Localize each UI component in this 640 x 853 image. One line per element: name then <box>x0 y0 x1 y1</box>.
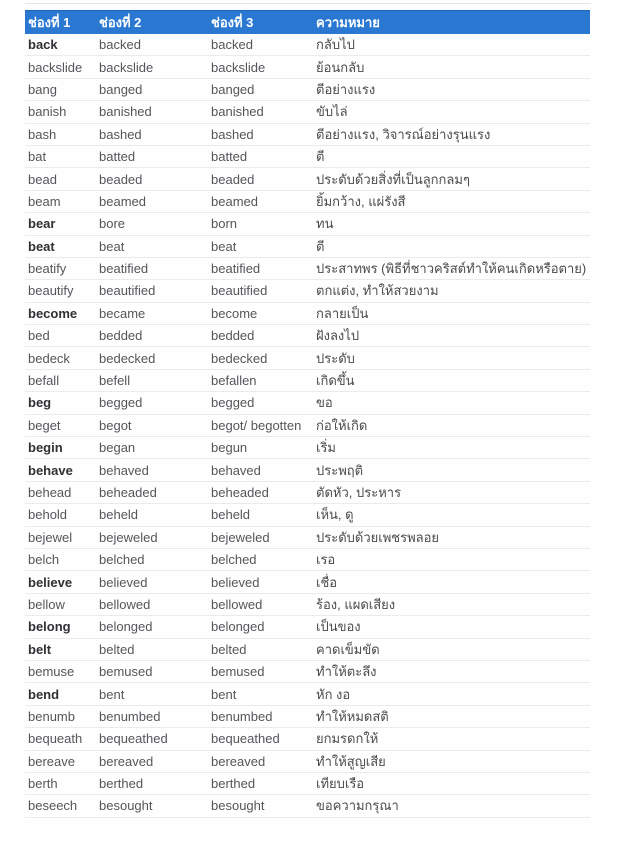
verb-form2-cell: besought <box>96 795 208 817</box>
table-row <box>25 683 590 705</box>
verb-form3-cell: bedecked <box>208 347 313 369</box>
table-row <box>25 280 590 302</box>
verb-form1-cell: beautify <box>25 280 96 302</box>
meaning-cell: ทำให้หมดสติ <box>313 705 590 727</box>
verb-form2-cell: beheaded <box>96 481 208 503</box>
verb-form2-cell: beautified <box>96 280 208 302</box>
verb-form2-cell: berthed <box>96 772 208 794</box>
meaning-cell: ยิ้มกว้าง, แผ่รังสี <box>313 190 590 212</box>
irregular-verb-table <box>25 10 590 818</box>
table-row <box>25 481 590 503</box>
meaning-cell: ประดับด้วยสิ่งที่เป็นลูกกลมๆ <box>313 168 590 190</box>
verb-form1-cell: beat <box>25 235 96 257</box>
verb-form3-cell: banished <box>208 101 313 123</box>
table-row <box>25 369 590 391</box>
meaning-cell: กลับไป <box>313 34 590 56</box>
table-row <box>25 459 590 481</box>
verb-form3-cell: bellowed <box>208 593 313 615</box>
verb-form3-cell: behaved <box>208 459 313 481</box>
table-row <box>25 168 590 190</box>
verb-form2-cell: beatified <box>96 257 208 279</box>
table-row <box>25 504 590 526</box>
verb-form2-cell: bellowed <box>96 593 208 615</box>
verb-form3-cell: beheaded <box>208 481 313 503</box>
table-row <box>25 56 590 78</box>
verb-form2-cell: batted <box>96 145 208 167</box>
meaning-cell: กลายเป็น <box>313 302 590 324</box>
table-row <box>25 257 590 279</box>
verb-form3-cell: bereaved <box>208 750 313 772</box>
table-row <box>25 526 590 548</box>
meaning-cell: เห็น, ดู <box>313 504 590 526</box>
meaning-cell: เป็นของ <box>313 616 590 638</box>
table-header-row <box>25 11 590 34</box>
verb-form3-cell: backslide <box>208 56 313 78</box>
table-row <box>25 772 590 794</box>
verb-form1-cell: behold <box>25 504 96 526</box>
table-row <box>25 123 590 145</box>
verb-form3-cell: become <box>208 302 313 324</box>
meaning-cell: ประสาทพร (พิธีที่ชาวคริสต์ทำให้คนเกิดหรือตาย) <box>313 257 590 279</box>
verb-form2-cell: bent <box>96 683 208 705</box>
meaning-cell: คาดเข็มขัด <box>313 638 590 660</box>
verb-form3-cell: belonged <box>208 616 313 638</box>
meaning-cell: ร้อง, แผดเสียง <box>313 593 590 615</box>
verb-form1-cell: beseech <box>25 795 96 817</box>
verb-form1-cell: bereave <box>25 750 96 772</box>
table-row <box>25 235 590 257</box>
verb-form3-cell: beamed <box>208 190 313 212</box>
table-row <box>25 437 590 459</box>
verb-form3-cell: beheld <box>208 504 313 526</box>
verb-form1-cell: bejewel <box>25 526 96 548</box>
verb-form3-cell: belched <box>208 548 313 570</box>
column-header-form1: ช่องที่ 1 <box>25 11 96 34</box>
top-divider <box>25 3 591 4</box>
table-row <box>25 750 590 772</box>
meaning-cell: ตัดหัว, ประหาร <box>313 481 590 503</box>
table-row <box>25 728 590 750</box>
verb-form2-cell: began <box>96 437 208 459</box>
verb-form2-cell: bedded <box>96 325 208 347</box>
meaning-cell: ตีอย่างแรง <box>313 78 590 100</box>
verb-form2-cell: belonged <box>96 616 208 638</box>
meaning-cell: ทำให้สูญเสีย <box>313 750 590 772</box>
table-body <box>25 34 590 818</box>
verb-form3-cell: born <box>208 213 313 235</box>
verb-form2-cell: bequeathed <box>96 728 208 750</box>
verb-form2-cell: bereaved <box>96 750 208 772</box>
verb-form1-cell: bellow <box>25 593 96 615</box>
meaning-cell: ย้อนกลับ <box>313 56 590 78</box>
verb-form3-cell: besought <box>208 795 313 817</box>
verb-form1-cell: bang <box>25 78 96 100</box>
verb-form3-cell: bejeweled <box>208 526 313 548</box>
table-row <box>25 190 590 212</box>
verb-form1-cell: begin <box>25 437 96 459</box>
meaning-cell: เรอ <box>313 548 590 570</box>
verb-form1-cell: become <box>25 302 96 324</box>
verb-form1-cell: behead <box>25 481 96 503</box>
verb-form2-cell: begot <box>96 414 208 436</box>
verb-form2-cell: backed <box>96 34 208 56</box>
verb-form1-cell: bed <box>25 325 96 347</box>
table-row <box>25 705 590 727</box>
verb-form3-cell: believed <box>208 571 313 593</box>
verb-form1-cell: behave <box>25 459 96 481</box>
verb-form2-cell: banged <box>96 78 208 100</box>
verb-form1-cell: bead <box>25 168 96 190</box>
verb-form2-cell: backslide <box>96 56 208 78</box>
verb-form1-cell: belch <box>25 548 96 570</box>
verb-form1-cell: benumb <box>25 705 96 727</box>
table-row <box>25 101 590 123</box>
verb-form2-cell: beamed <box>96 190 208 212</box>
table-row <box>25 593 590 615</box>
table-row <box>25 78 590 100</box>
meaning-cell: หัก งอ <box>313 683 590 705</box>
verb-form1-cell: berth <box>25 772 96 794</box>
verb-form3-cell: beat <box>208 235 313 257</box>
meaning-cell: ขับไล่ <box>313 101 590 123</box>
verb-form2-cell: behaved <box>96 459 208 481</box>
meaning-cell: ตี <box>313 145 590 167</box>
table-row <box>25 414 590 436</box>
meaning-cell: ตีอย่างแรง, วิจารณ์อย่างรุนแรง <box>313 123 590 145</box>
verb-form2-cell: bedecked <box>96 347 208 369</box>
column-header-form3: ช่องที่ 3 <box>208 11 313 34</box>
verb-form3-cell: bemused <box>208 660 313 682</box>
meaning-cell: เกิดขึ้น <box>313 369 590 391</box>
meaning-cell: ทำให้ตะลึง <box>313 660 590 682</box>
table-row <box>25 213 590 235</box>
verb-form3-cell: begged <box>208 392 313 414</box>
table-row <box>25 616 590 638</box>
verb-form3-cell: banged <box>208 78 313 100</box>
meaning-cell: เริ่ม <box>313 437 590 459</box>
table-row <box>25 571 590 593</box>
table-header <box>25 11 590 34</box>
column-header-form2: ช่องที่ 2 <box>96 11 208 34</box>
meaning-cell: ทน <box>313 213 590 235</box>
table-row <box>25 347 590 369</box>
verb-form1-cell: believe <box>25 571 96 593</box>
table-row <box>25 548 590 570</box>
verb-form1-cell: backslide <box>25 56 96 78</box>
verb-form3-cell: bedded <box>208 325 313 347</box>
table-row <box>25 302 590 324</box>
verb-form3-cell: begun <box>208 437 313 459</box>
verb-form1-cell: belong <box>25 616 96 638</box>
verb-form1-cell: bend <box>25 683 96 705</box>
verb-form3-cell: beatified <box>208 257 313 279</box>
meaning-cell: ขอความกรุณา <box>313 795 590 817</box>
meaning-cell: ประพฤติ <box>313 459 590 481</box>
verb-form2-cell: bejeweled <box>96 526 208 548</box>
verb-form1-cell: back <box>25 34 96 56</box>
meaning-cell: ประดับด้วยเพชรพลอย <box>313 526 590 548</box>
verb-form1-cell: bemuse <box>25 660 96 682</box>
meaning-cell: ฝังลงไป <box>313 325 590 347</box>
meaning-cell: เชื่อ <box>313 571 590 593</box>
verb-form2-cell: benumbed <box>96 705 208 727</box>
verb-form1-cell: bear <box>25 213 96 235</box>
verb-form3-cell: bent <box>208 683 313 705</box>
meaning-cell: ตกแต่ง, ทำให้สวยงาม <box>313 280 590 302</box>
verb-form3-cell: backed <box>208 34 313 56</box>
verb-form2-cell: bashed <box>96 123 208 145</box>
verb-form2-cell: became <box>96 302 208 324</box>
meaning-cell: ตี <box>313 235 590 257</box>
verb-form1-cell: bedeck <box>25 347 96 369</box>
verb-form3-cell: belted <box>208 638 313 660</box>
table-row <box>25 795 590 817</box>
verb-form2-cell: beaded <box>96 168 208 190</box>
column-header-meaning: ความหมาย <box>313 11 590 34</box>
meaning-cell: เทียบเรือ <box>313 772 590 794</box>
verb-form2-cell: belched <box>96 548 208 570</box>
verb-form1-cell: beg <box>25 392 96 414</box>
table-row <box>25 325 590 347</box>
meaning-cell: ประดับ <box>313 347 590 369</box>
verb-form3-cell: berthed <box>208 772 313 794</box>
verb-form2-cell: banished <box>96 101 208 123</box>
meaning-cell: ขอ <box>313 392 590 414</box>
table-row <box>25 638 590 660</box>
verb-form2-cell: believed <box>96 571 208 593</box>
verb-form2-cell: belted <box>96 638 208 660</box>
verb-form3-cell: begot/ begotten <box>208 414 313 436</box>
table-row <box>25 660 590 682</box>
verb-form1-cell: bash <box>25 123 96 145</box>
meaning-cell: ก่อให้เกิด <box>313 414 590 436</box>
verb-form1-cell: befall <box>25 369 96 391</box>
verb-form3-cell: bashed <box>208 123 313 145</box>
verb-form2-cell: befell <box>96 369 208 391</box>
verb-form1-cell: beget <box>25 414 96 436</box>
verb-form2-cell: bore <box>96 213 208 235</box>
verb-form2-cell: bemused <box>96 660 208 682</box>
verb-form1-cell: beam <box>25 190 96 212</box>
verb-form3-cell: befallen <box>208 369 313 391</box>
verb-form1-cell: belt <box>25 638 96 660</box>
verb-form1-cell: bequeath <box>25 728 96 750</box>
meaning-cell: ยกมรดกให้ <box>313 728 590 750</box>
verb-form3-cell: beautified <box>208 280 313 302</box>
verb-form3-cell: bequeathed <box>208 728 313 750</box>
verb-form3-cell: batted <box>208 145 313 167</box>
table-row <box>25 392 590 414</box>
verb-form3-cell: benumbed <box>208 705 313 727</box>
verb-form1-cell: beatify <box>25 257 96 279</box>
verb-form2-cell: beat <box>96 235 208 257</box>
verb-form2-cell: begged <box>96 392 208 414</box>
verb-form3-cell: beaded <box>208 168 313 190</box>
verb-form1-cell: banish <box>25 101 96 123</box>
verb-form2-cell: beheld <box>96 504 208 526</box>
verb-form1-cell: bat <box>25 145 96 167</box>
table-row <box>25 34 590 56</box>
table-row <box>25 145 590 167</box>
